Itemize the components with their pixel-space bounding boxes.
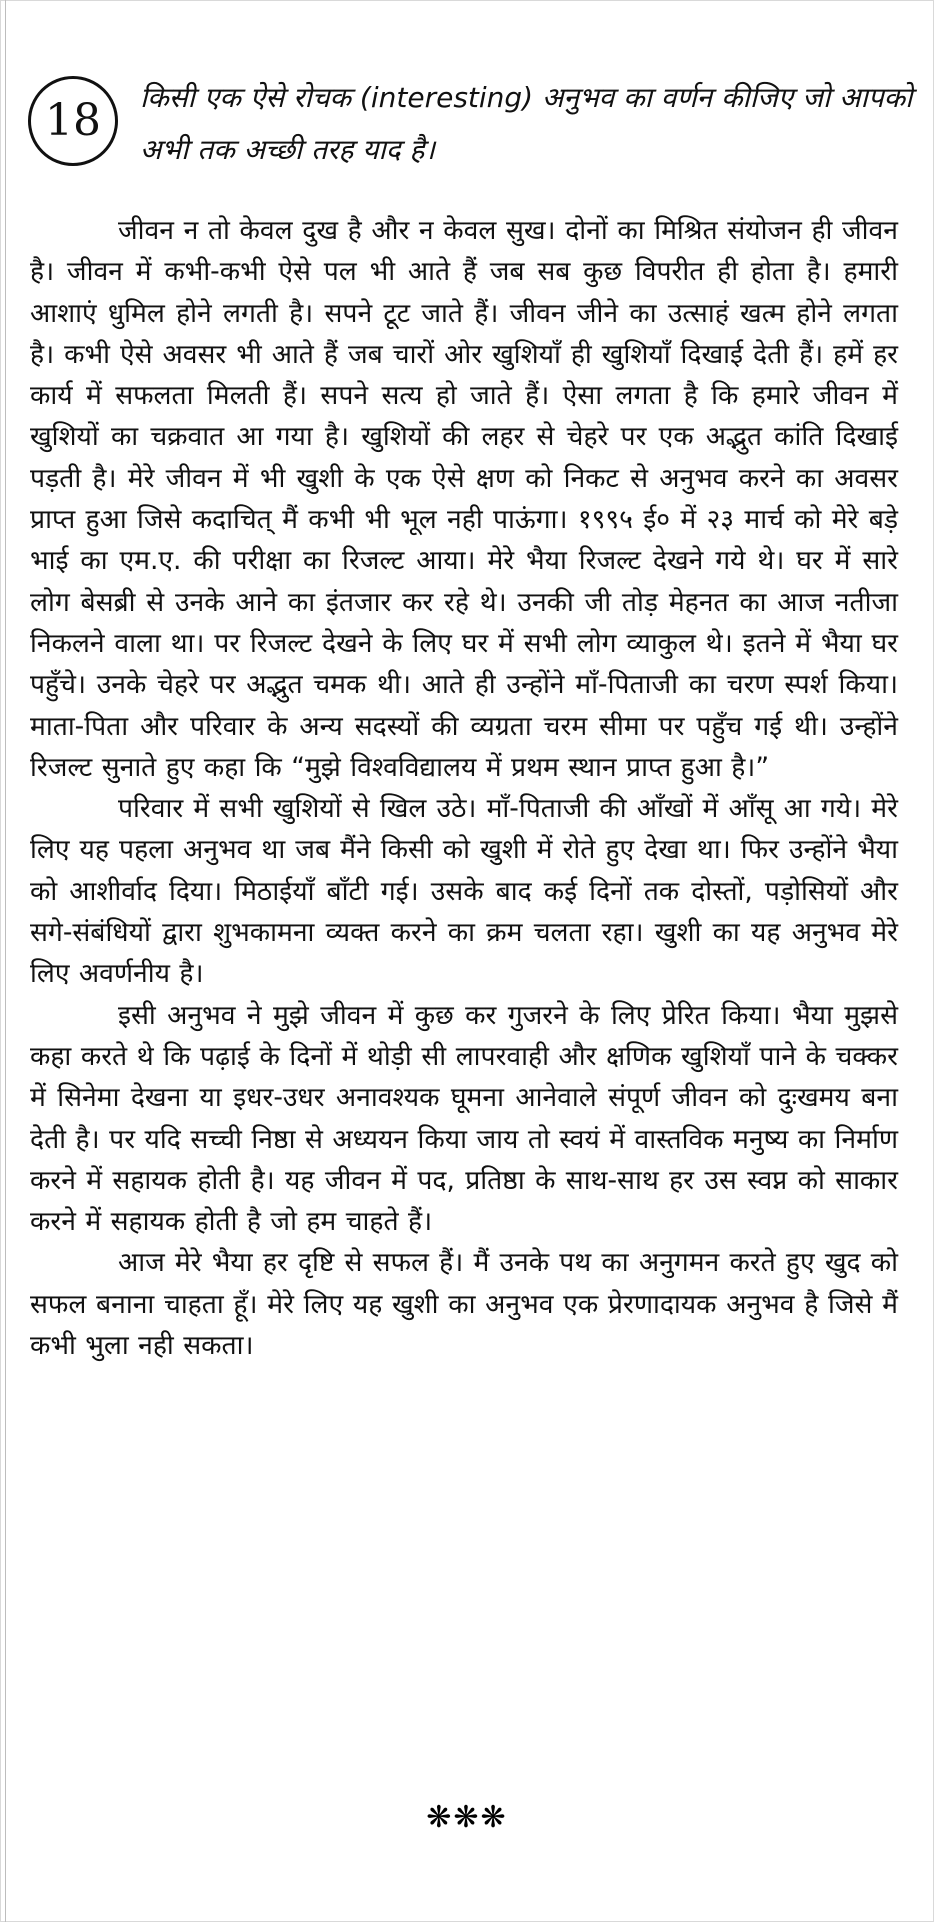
essay-body: [30, 210, 898, 1366]
essay-paragraph-4: आज मेरे भैया हर दृष्टि से सफल हैं। मैं उनके पथ का अनुगमन करते हुए खुद को सफल बनाना चाहता हूँ। मेरे लिए यह खुशी का अनुभव एक प्रेरणादायक अनुभव है जिसे मैं कभी भुला नही सकता।: [30, 1247, 898, 1362]
page-edge-line: [5, 0, 6, 1922]
question-header: [28, 70, 913, 180]
essay-paragraph-3: इसी अनुभव ने मुझे जीवन में कुछ कर गुजरने के लिए प्रेरित किया। भैया मुझसे कहा करते थे कि पढ़ाई के दिनों में थोड़ी सी लापरवाही और क्षणिक खुशियाँ पाने के चक्कर में सिनेमा देखना या इधर-उधर अनावश्यक घूमना आनेवाले संपूर्ण जीवन को दुःखमय बना देती है। पर यदि सच्ची निष्ठा से अध्ययन किया जाय तो स्वयं में वास्तविक मनुष्य का निर्माण करने में सहायक होती है। यह जीवन में पद, प्रतिष्ठा के साथ-साथ हर उस स्वप्न को साकार करने में सहायक होती है जो हम चाहते हैं।: [30, 999, 898, 1238]
essay-paragraph-2: परिवार में सभी खुशियों से खिल उठे। माँ-पिताजी की आँखों में आँसू आ गये। मेरे लिए यह पहला अनुभव था जब मैंने किसी को खुशी में रोते हुए देखा था। फिर उन्होंने भैया को आशीर्वाद दिया। मिठाईयाँ बाँटी गई। उसके बाद कई दिनों तक दोस्तों, पड़ोसियों और सगे-संबंधियों द्वारा शुभकामना व्यक्त करने का क्रम चलता रहा। खुशी का यह अनुभव मेरे लिए अवर्णनीय है।: [30, 793, 898, 990]
end-ornament: ❋❋❋: [426, 1800, 508, 1835]
question-number: 18: [45, 95, 101, 146]
question-prompt: किसी एक ऐसे रोचक (interesting) अनुभव का वर्णन कीजिए जो आपको अभी तक अच्छी तरह याद है।: [140, 81, 913, 166]
question-number-badge: [28, 76, 118, 166]
essay-paragraph-1: जीवन न तो केवल दुख है और न केवल सुख। दोनों का मिश्रित संयोजन ही जीवन है। जीवन में कभी-कभी ऐसे पल भी आते हैं जब सब कुछ विपरीत ही होता है। हमारी आशाएं धुमिल होने लगती है। सपने टूट जाते हैं। जीवन जीने का उत्साहं खत्म होने लगता है। कभी ऐसे अवसर भी आते हैं जब चारों ओर खुशियाँ ही खुशियाँ दिखाई देती हैं। हमें हर कार्य में सफलता मिलती हैं। सपने सत्य हो जाते हैं। ऐसा लगता है कि हमारे जीवन में खुशियों का चक्रवात आ गया है। खुशियों की लहर से चेहरे पर एक अद्भुत कांति दिखाई पड़ती है। मेरे जीवन में भी खुशी के एक ऐसे क्षण को निकट से अनुभव करने का अवसर प्राप्त हुआ जिसे कदाचित् मैं कभी भी भूल नही पाऊंगा। १९९५ ई० में २३ मार्च को मेरे बड़े भाई का एम.ए. की परीक्षा का रिजल्ट आया। मेरे भैया रिजल्ट देखने गये थे। घर में सारे लोग बेसब्री से उनके आने का इंतजार कर रहे थे। उनकी जी तोड़ मेहनत का आज नतीजा निकलने वाला था। पर रिजल्ट देखने के लिए घर में सभी लोग व्याकुल थे। इतने में भैया घर पहुँचे। उनके चेहरे पर अद्भुत चमक थी। आते ही उन्होंने माँ-पिताजी का चरण स्पर्श किया। माता-पिता और परिवार के अन्य सदस्यों की व्यग्रता चरम सीमा पर पहुँच गई थी। उन्होंने रिजल्ट सुनाते हुए कहा कि “मुझे विश्वविद्यालय में प्रथम स्थान प्राप्त हुआ है।”: [30, 215, 898, 783]
